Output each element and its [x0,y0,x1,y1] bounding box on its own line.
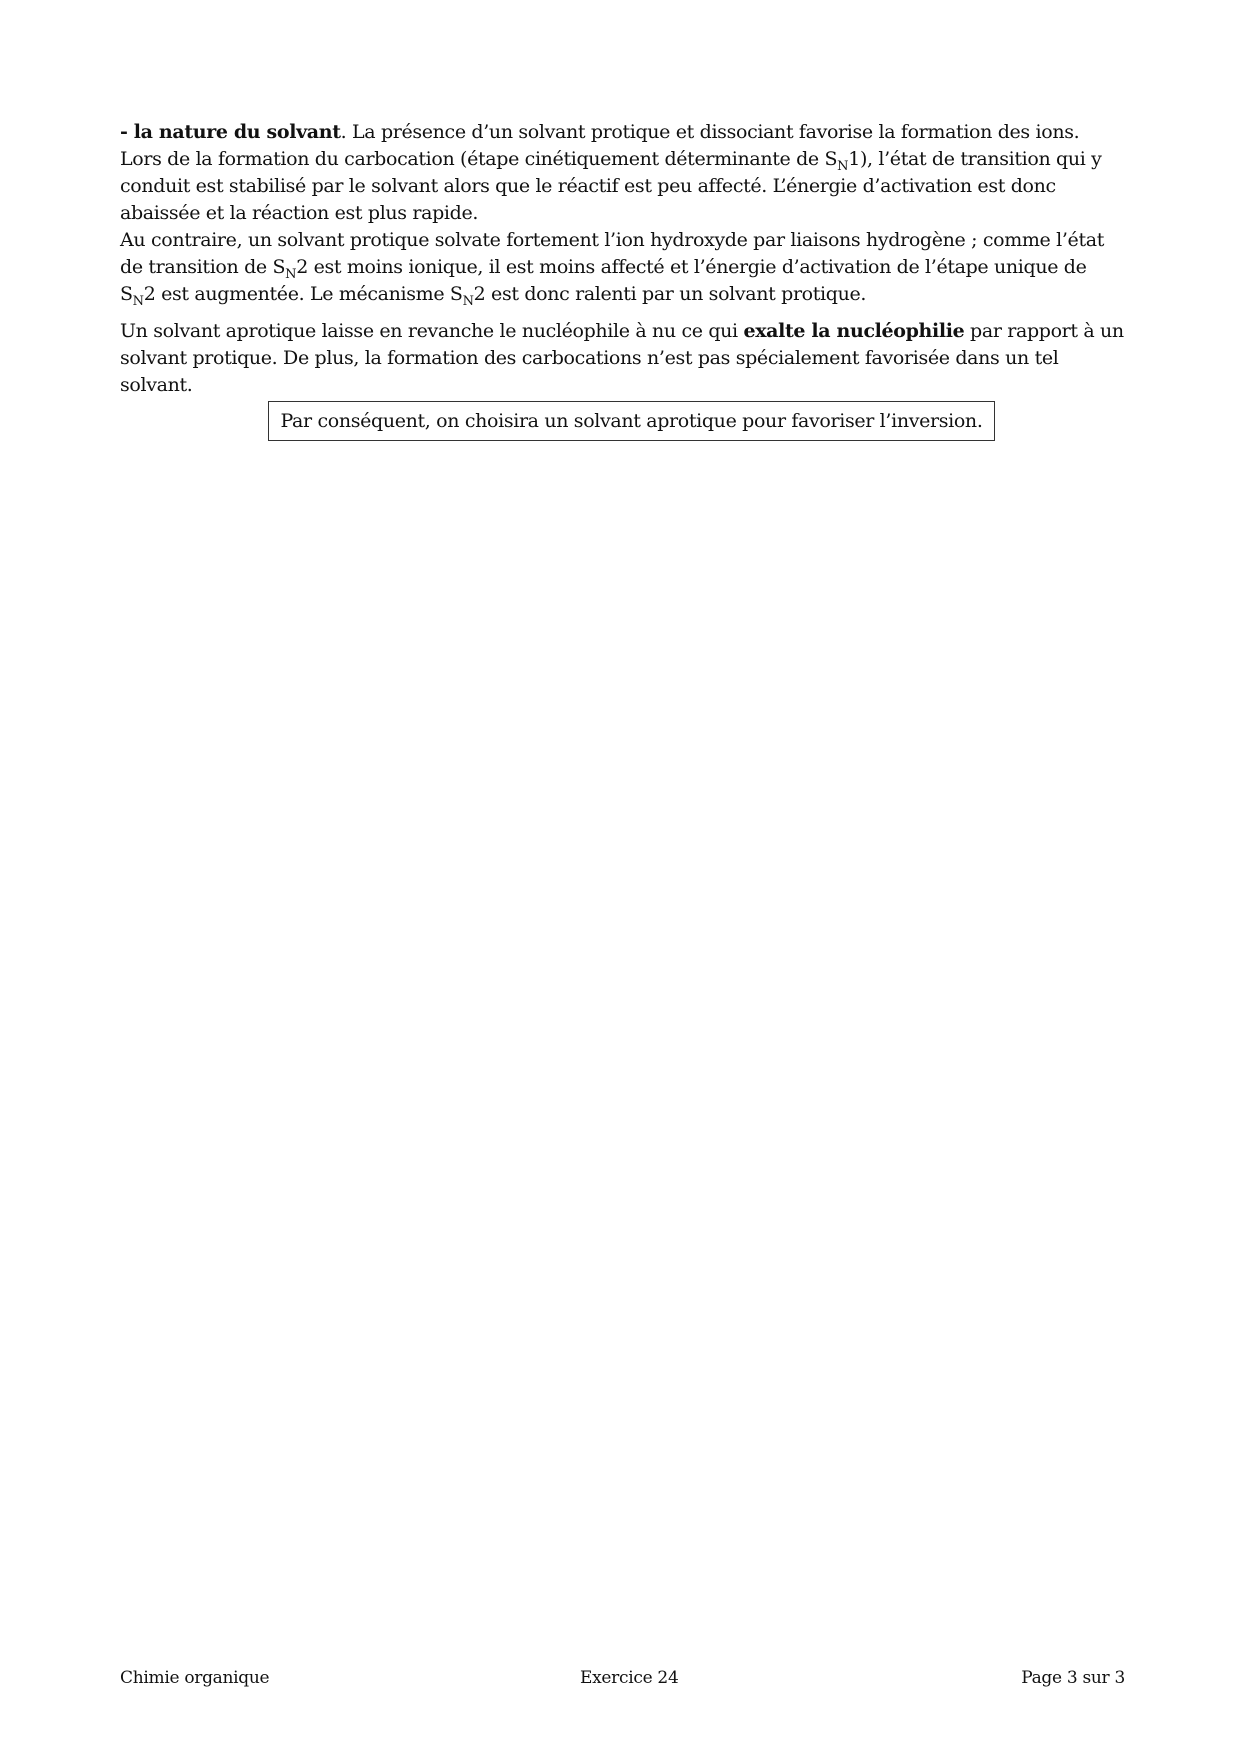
text-segment: 2 est moins ionique, il est moins affecté et l’énergie d’activation de l’étape unique de S [120,256,1087,305]
conclusion-wrapper [120,401,1125,441]
emphasis-nucleophilie: exalte la nucléophilie [743,320,965,342]
text-segment: par rapport à un solvant protique. De plus, la formation des carbocations n’est pas spécialement favorisée dans un tel solvant. [120,320,1124,396]
text-segment: . La présence d’un solvant protique et dissociant favorise la formation des ions. Lors de la formation du carbocation (étape cinétiquement déterminante de S [120,121,1080,170]
subscript: N [837,159,849,174]
page-content [120,119,1125,441]
subscript: N [132,294,144,309]
heading-solvent-nature: - la nature du solvant [120,121,341,143]
subscript: N [462,294,474,309]
paragraph-aprotic-solvent [120,318,1125,399]
text-segment: Un solvant aprotique laisse en revanche le nucléophile à nu ce qui [120,320,744,342]
text-segment: Au contraire, un solvant protique solvate fortement l’ion hydroxyde par liaisons hydrogène ; comme l’état de transition de S [120,229,1104,278]
paragraph-solvent-nature [120,119,1125,227]
paragraph-protic-solvent [120,227,1125,308]
text-segment: 1), l’état de transition qui y conduit est stabilisé par le solvant alors que le réactif est peu affecté. L’énergie d’activation est donc abaissée et la réaction est plus rapide. [120,148,1102,224]
text-segment: 2 est donc ralenti par un solvant protique. [473,283,867,305]
conclusion-box: Par conséquent, on choisira un solvant aprotique pour favoriser l’inversion. [268,401,994,441]
footer-exercise-number: Exercice 24 [580,1668,679,1688]
subscript: N [285,267,297,282]
footer-page-number: Page 3 sur 3 [1021,1668,1125,1688]
footer-course-title: Chimie organique [120,1668,270,1688]
text-segment: 2 est augmentée. Le mécanisme S [143,283,463,305]
